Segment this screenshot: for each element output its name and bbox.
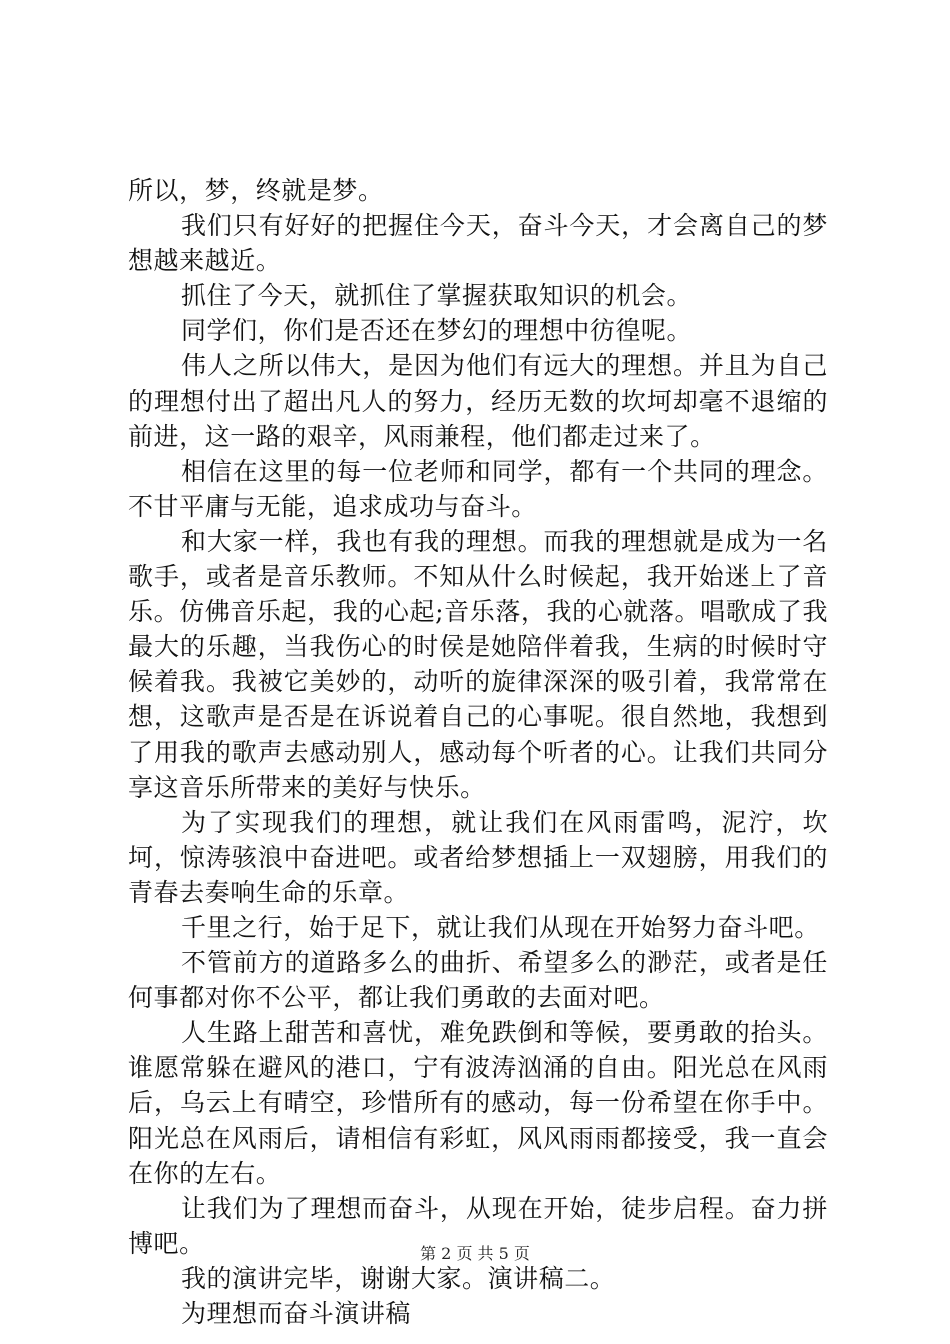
document-body (128, 173, 828, 1331)
paragraph: 人生路上甜苦和喜忧，难免跌倒和等候，要勇敢的抬头。谁愿常躲在避风的港口，宁有波涛汹涌的自由。阳光总在风雨后，乌云上有晴空，珍惜所有的感动，每一份希望在你手中。阳光总在风雨后，请相信有彩虹，风风雨雨都接受，我一直会在你的左右。 (128, 1018, 828, 1188)
paragraph: 为理想而奋斗演讲稿 (181, 1299, 411, 1328)
paragraph: 千里之行，始于足下，就让我们从现在开始努力奋斗吧。 (181, 912, 820, 942)
paragraph: 伟人之所以伟大，是因为他们有远大的理想。并且为自己的理想付出了超出凡人的努力，经历无数的坎坷却毫不退缩的前进，这一路的艰辛，风雨兼程，他们都走过来了。 (128, 351, 828, 451)
paragraph: 我们只有好好的把握住今天，奋斗今天，才会离自己的梦想越来越近。 (128, 211, 828, 276)
paragraph: 相信在这里的每一位老师和同学，都有一个共同的理念。不甘平庸与无能，追求成功与奋斗。 (128, 456, 828, 521)
page-footer: 第 2 页 共 5 页 (420, 1244, 530, 1263)
paragraph: 不管前方的道路多么的曲折、希望多么的渺茫，或者是任何事都对你不公平，都让我们勇敢的去面对吧。 (128, 948, 828, 1013)
paragraph: 和大家一样，我也有我的理想。而我的理想就是成为一名歌手，或者是音乐教师。不知从什么时候起，我开始迷上了音乐。仿佛音乐起，我的心起;音乐落，我的心就落。唱歌成了我最大的乐趣，当我伤心的时侯是她陪伴着我，生病的时候时守候着我。我被它美妙的，动听的旋律深深的吸引着，我常常在想，这歌声是否是在诉说着自己的心事呢。很自然地，我想到了用我的歌声去感动别人，感动每个听者的心。让我们共同分享这音乐所带来的美好与快乐。 (128, 526, 828, 802)
paragraph: 我的演讲完毕，谢谢大家。演讲稿二。 (181, 1263, 616, 1293)
paragraph: 所以，梦，终就是梦。 (128, 176, 384, 205)
paragraph: 让我们为了理想而奋斗，从现在开始，徒步启程。奋力拼博吧。 (128, 1193, 828, 1258)
paragraph: 抓住了今天，就抓住了掌握获取知识的机会。 (181, 281, 693, 311)
paragraph: 同学们，你们是否还在梦幻的理想中彷徨呢。 (181, 316, 693, 346)
paragraph: 为了实现我们的理想，就让我们在风雨雷鸣，泥泞，坎坷，惊涛骇浪中奋进吧。或者给梦想插上一双翅膀，用我们的青春去奏响生命的乐章。 (128, 807, 828, 907)
